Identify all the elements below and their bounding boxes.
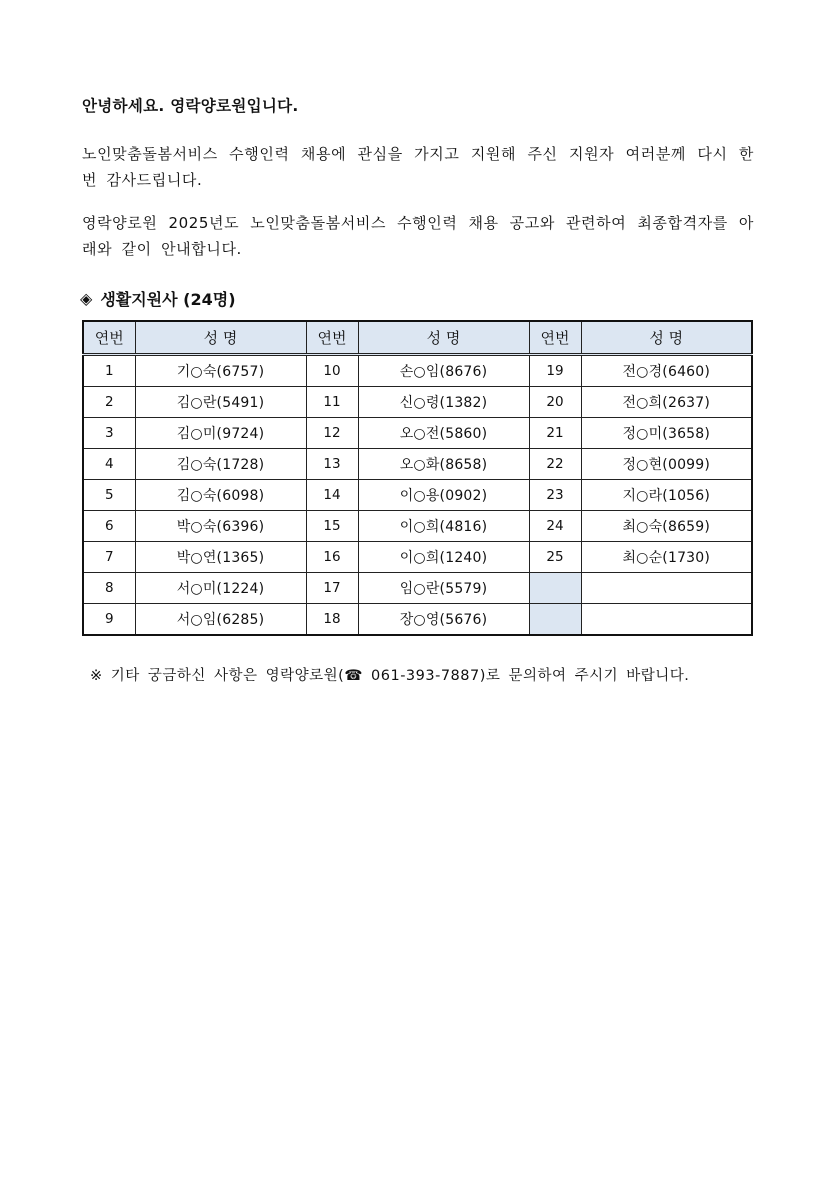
applicant-name-cell: 오○전(5860) [358, 418, 529, 449]
row-number-cell: 17 [306, 573, 358, 604]
row-number-cell: 5 [83, 480, 135, 511]
applicant-name-cell: 정○미(3658) [581, 418, 752, 449]
row-number-cell: 4 [83, 449, 135, 480]
applicant-name-cell: 전○경(6460) [581, 355, 752, 387]
telephone-icon: ☎ [344, 668, 363, 684]
applicant-name-cell: 이○희(1240) [358, 542, 529, 573]
applicant-name-cell: 최○숙(8659) [581, 511, 752, 542]
contact-note [90, 664, 689, 685]
row-number-cell: 13 [306, 449, 358, 480]
contact-note-prefix: ※ 기타 궁금하신 사항은 영락양로원( [90, 668, 345, 684]
row-number-cell: 9 [83, 604, 135, 636]
row-number-cell: 7 [83, 542, 135, 573]
applicant-name-cell: 김○숙(6098) [135, 480, 306, 511]
row-number-cell: 15 [306, 511, 358, 542]
row-number-cell: 18 [306, 604, 358, 636]
row-number-cell: 20 [529, 387, 581, 418]
applicant-name-cell: 김○숙(1728) [135, 449, 306, 480]
row-number-cell: 3 [83, 418, 135, 449]
empty-cell [581, 604, 752, 636]
table-row [83, 418, 752, 449]
header-name: 성 명 [358, 321, 529, 355]
applicant-name-cell: 김○미(9724) [135, 418, 306, 449]
successful-applicants-table [82, 320, 753, 636]
table-row [83, 480, 752, 511]
row-number-cell: 21 [529, 418, 581, 449]
empty-cell [581, 573, 752, 604]
header-num: 연번 [83, 321, 135, 355]
header-num: 연번 [306, 321, 358, 355]
row-number-cell: 25 [529, 542, 581, 573]
table-row [83, 355, 752, 387]
applicant-name-cell: 서○임(6285) [135, 604, 306, 636]
applicant-name-cell: 오○화(8658) [358, 449, 529, 480]
header-name: 성 명 [135, 321, 306, 355]
header-name: 성 명 [581, 321, 752, 355]
applicant-name-cell: 임○란(5579) [358, 573, 529, 604]
row-number-cell: 6 [83, 511, 135, 542]
table-row [83, 542, 752, 573]
contact-note-suffix: )로 문의하여 주시기 바랍니다. [479, 668, 690, 684]
row-number-cell: 12 [306, 418, 358, 449]
header-num: 연번 [529, 321, 581, 355]
applicant-name-cell: 김○란(5491) [135, 387, 306, 418]
table-row [83, 449, 752, 480]
contact-phone-number: 061-393-7887 [362, 668, 480, 684]
row-number-cell: 24 [529, 511, 581, 542]
row-number-cell: 19 [529, 355, 581, 387]
applicant-name-cell: 전○희(2637) [581, 387, 752, 418]
diamond-bullet-icon: ◈ [80, 289, 93, 308]
row-number-cell: 16 [306, 542, 358, 573]
section-title [80, 287, 236, 310]
row-number-cell: 10 [306, 355, 358, 387]
row-number-cell: 1 [83, 355, 135, 387]
applicant-name-cell: 지○라(1056) [581, 480, 752, 511]
table-row [83, 573, 752, 604]
row-number-cell: 23 [529, 480, 581, 511]
applicant-name-cell: 서○미(1224) [135, 573, 306, 604]
applicant-name-cell: 기○숙(6757) [135, 355, 306, 387]
table-header-row [83, 321, 752, 355]
row-number-cell: 14 [306, 480, 358, 511]
applicant-name-cell: 박○연(1365) [135, 542, 306, 573]
empty-cell [529, 604, 581, 636]
table-row [83, 511, 752, 542]
row-number-cell: 22 [529, 449, 581, 480]
table-row [83, 387, 752, 418]
empty-cell [529, 573, 581, 604]
row-number-cell: 8 [83, 573, 135, 604]
applicant-name-cell: 장○영(5676) [358, 604, 529, 636]
applicant-name-cell: 이○용(0902) [358, 480, 529, 511]
greeting-heading: 안녕하세요. 영락양로원입니다. [82, 97, 299, 115]
section-title-text: 생활지원사 (24명) [100, 290, 236, 309]
applicant-name-cell: 최○순(1730) [581, 542, 752, 573]
applicant-name-cell: 정○현(0099) [581, 449, 752, 480]
row-number-cell: 11 [306, 387, 358, 418]
intro-paragraph-thanks: 노인맞춤돌봄서비스 수행인력 채용에 관심을 가지고 지원해 주신 지원자 여러분께 다시 한 번 감사드립니다. [82, 145, 754, 189]
applicant-name-cell: 손○임(8676) [358, 355, 529, 387]
intro-paragraph-announcement: 영락양로원 2025년도 노인맞춤돌봄서비스 수행인력 채용 공고와 관련하여 최종합격자를 아래와 같이 안내합니다. [82, 214, 754, 258]
applicant-name-cell: 이○희(4816) [358, 511, 529, 542]
applicant-name-cell: 박○숙(6396) [135, 511, 306, 542]
applicant-name-cell: 신○령(1382) [358, 387, 529, 418]
table-row [83, 604, 752, 636]
row-number-cell: 2 [83, 387, 135, 418]
